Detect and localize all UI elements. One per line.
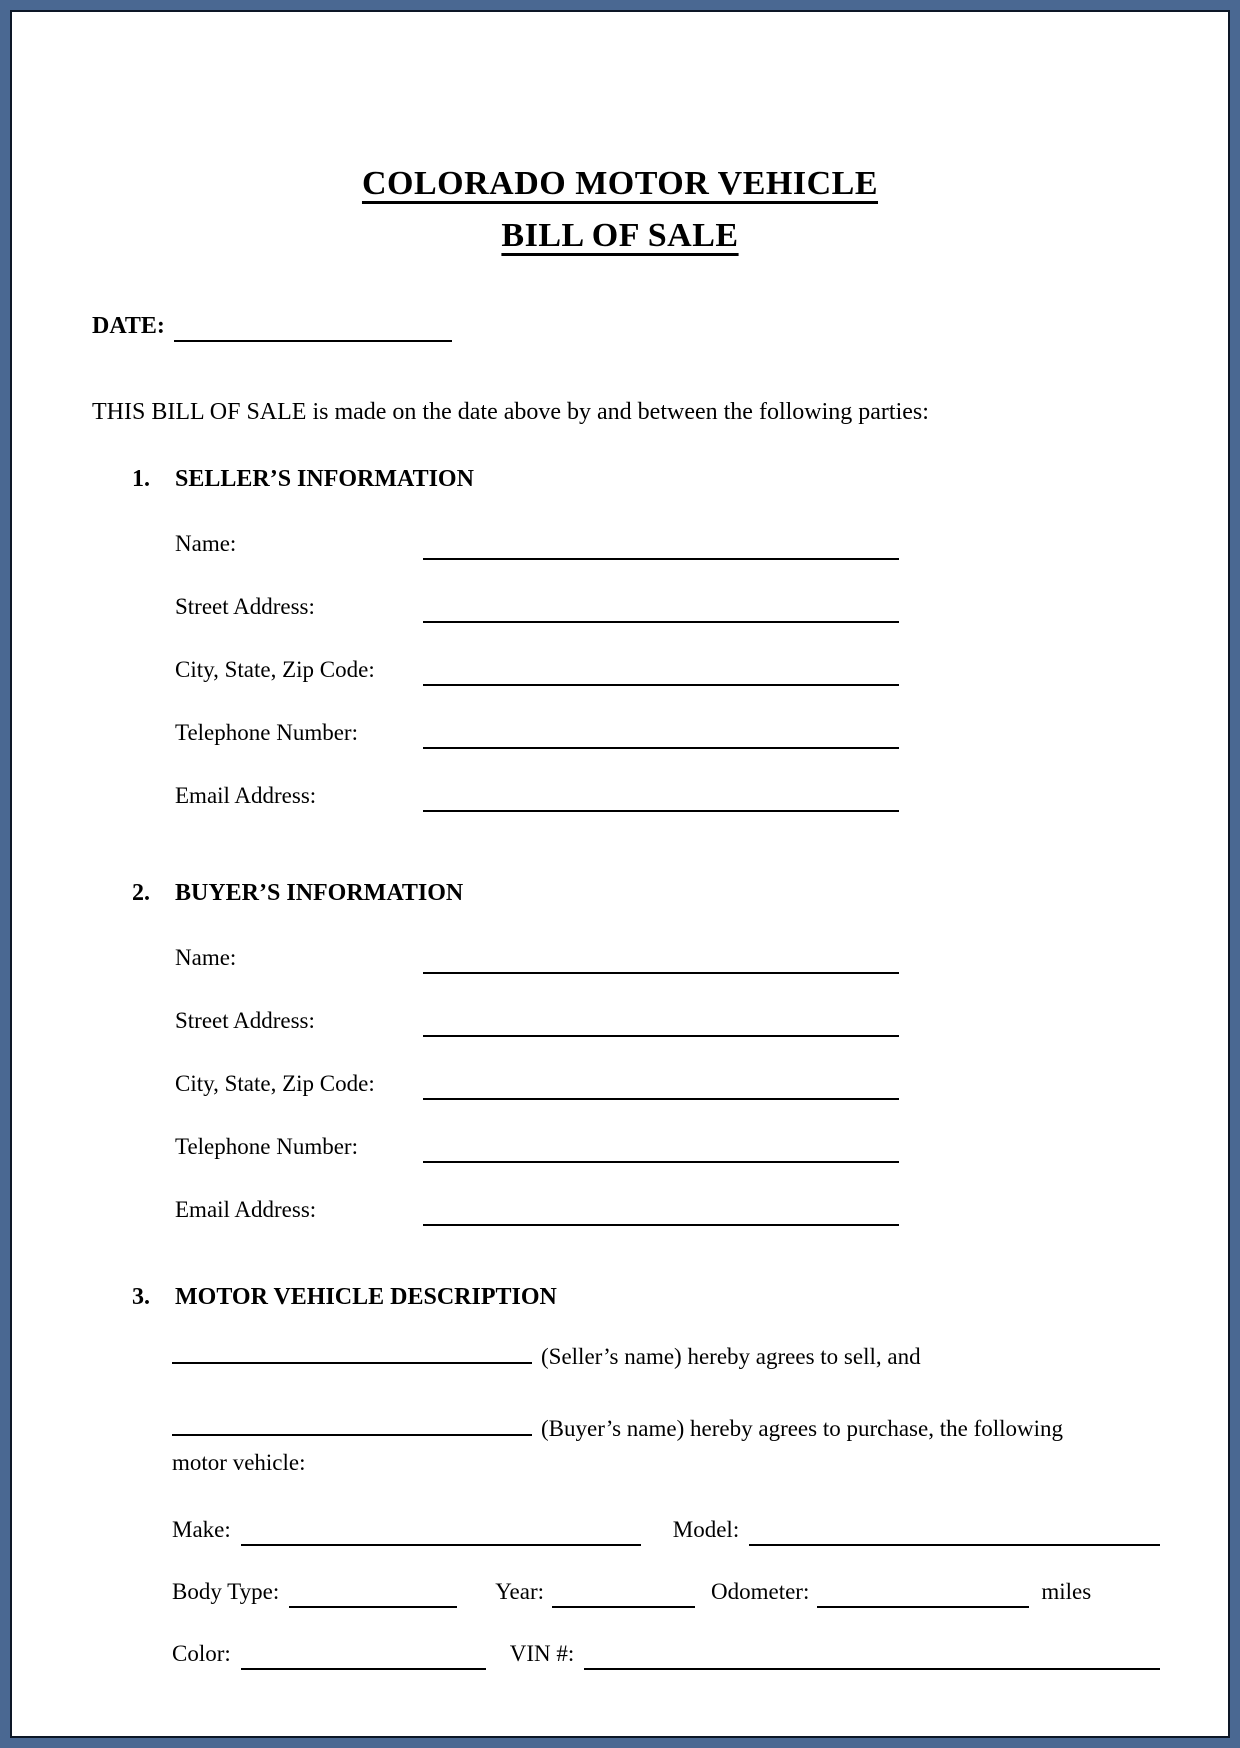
field-row-seller-street-address xyxy=(175,591,899,623)
body-type-input-line[interactable] xyxy=(289,1576,457,1608)
seller-telephone-input-line[interactable] xyxy=(423,717,899,749)
section-1-heading xyxy=(132,464,1228,494)
section-3-title: MOTOR VEHICLE DESCRIPTION xyxy=(175,1284,557,1310)
field-row-buyer-street-address xyxy=(175,1005,899,1037)
buyer-street-address-input-line[interactable] xyxy=(423,1005,899,1037)
section-3-number: 3. xyxy=(132,1284,150,1310)
seller-fields xyxy=(175,528,899,812)
buyer-telephone-input-line[interactable] xyxy=(423,1131,899,1163)
document-title-line1: COLORADO MOTOR VEHICLE xyxy=(361,165,879,202)
field-row-seller-city-state-zip xyxy=(175,654,899,686)
date-label: DATE: xyxy=(92,313,165,339)
vin-label: VIN #: xyxy=(509,1641,575,1666)
buyer-email-input-line[interactable] xyxy=(423,1194,899,1226)
document-title xyxy=(12,158,1228,262)
buyer-name-blank-line[interactable] xyxy=(172,1410,532,1436)
seller-email-label: Email Address: xyxy=(175,783,317,808)
seller-city-state-zip-input-line[interactable] xyxy=(423,654,899,686)
odometer-label: Odometer: xyxy=(711,1579,810,1604)
buyer-name-input-line[interactable] xyxy=(423,942,899,974)
buyer-street-address-label: Street Address: xyxy=(175,1008,315,1033)
field-row-buyer-city-state-zip xyxy=(175,1068,899,1100)
intro-text: THIS BILL OF SALE is made on the date above by and between the following parties: xyxy=(92,399,929,425)
color-input-line[interactable] xyxy=(241,1638,486,1670)
seller-city-state-zip-label: City, State, Zip Code: xyxy=(175,657,375,682)
body-type-label: Body Type: xyxy=(172,1579,280,1604)
date-row xyxy=(92,310,1228,342)
document-page xyxy=(10,10,1230,1738)
seller-name-blank-line[interactable] xyxy=(172,1338,532,1364)
field-row-seller-telephone xyxy=(175,717,899,749)
field-row-seller-name xyxy=(175,528,899,560)
seller-telephone-label: Telephone Number: xyxy=(175,720,358,745)
buyer-city-state-zip-input-line[interactable] xyxy=(423,1068,899,1100)
section-3-heading xyxy=(132,1282,1228,1312)
section-2-title: BUYER’S INFORMATION xyxy=(175,880,464,906)
year-label: Year: xyxy=(495,1579,544,1604)
vin-input-line[interactable] xyxy=(584,1638,1160,1670)
seller-name-label: Name: xyxy=(175,531,237,556)
seller-street-address-label: Street Address: xyxy=(175,594,315,619)
buyer-clause-text: (Buyer’s name) hereby agrees to purchase, the following motor vehicle: xyxy=(172,1416,1064,1475)
year-input-line[interactable] xyxy=(552,1576,695,1608)
make-model-row xyxy=(172,1514,1160,1546)
seller-email-input-line[interactable] xyxy=(423,780,899,812)
make-input-line[interactable] xyxy=(241,1514,641,1546)
seller-street-address-input-line[interactable] xyxy=(423,591,899,623)
field-row-buyer-telephone xyxy=(175,1131,899,1163)
seller-clause xyxy=(172,1338,1072,1374)
color-label: Color: xyxy=(172,1641,231,1666)
model-label: Model: xyxy=(672,1517,740,1542)
field-row-buyer-email xyxy=(175,1194,899,1226)
odometer-miles-suffix: miles xyxy=(1041,1579,1092,1604)
date-input-line[interactable] xyxy=(174,310,452,342)
section-1-number: 1. xyxy=(132,466,150,492)
buyer-email-label: Email Address: xyxy=(175,1197,317,1222)
buyer-name-label: Name: xyxy=(175,945,237,970)
model-input-line[interactable] xyxy=(749,1514,1160,1546)
body-year-odometer-row xyxy=(172,1576,1160,1608)
buyer-clause xyxy=(172,1410,1072,1480)
buyer-city-state-zip-label: City, State, Zip Code: xyxy=(175,1071,375,1096)
section-1-title: SELLER’S INFORMATION xyxy=(175,466,474,492)
make-label: Make: xyxy=(172,1517,231,1542)
field-row-buyer-name xyxy=(175,942,899,974)
buyer-fields xyxy=(175,942,899,1226)
section-2-number: 2. xyxy=(132,880,150,906)
odometer-input-line[interactable] xyxy=(817,1576,1029,1608)
seller-name-input-line[interactable] xyxy=(423,528,899,560)
document-title-line2: BILL OF SALE xyxy=(501,217,739,254)
seller-clause-text: (Seller’s name) hereby agrees to sell, and xyxy=(541,1344,921,1369)
section-2-heading xyxy=(132,878,1228,908)
color-vin-row xyxy=(172,1638,1160,1670)
buyer-telephone-label: Telephone Number: xyxy=(175,1134,358,1159)
field-row-seller-email xyxy=(175,780,899,812)
